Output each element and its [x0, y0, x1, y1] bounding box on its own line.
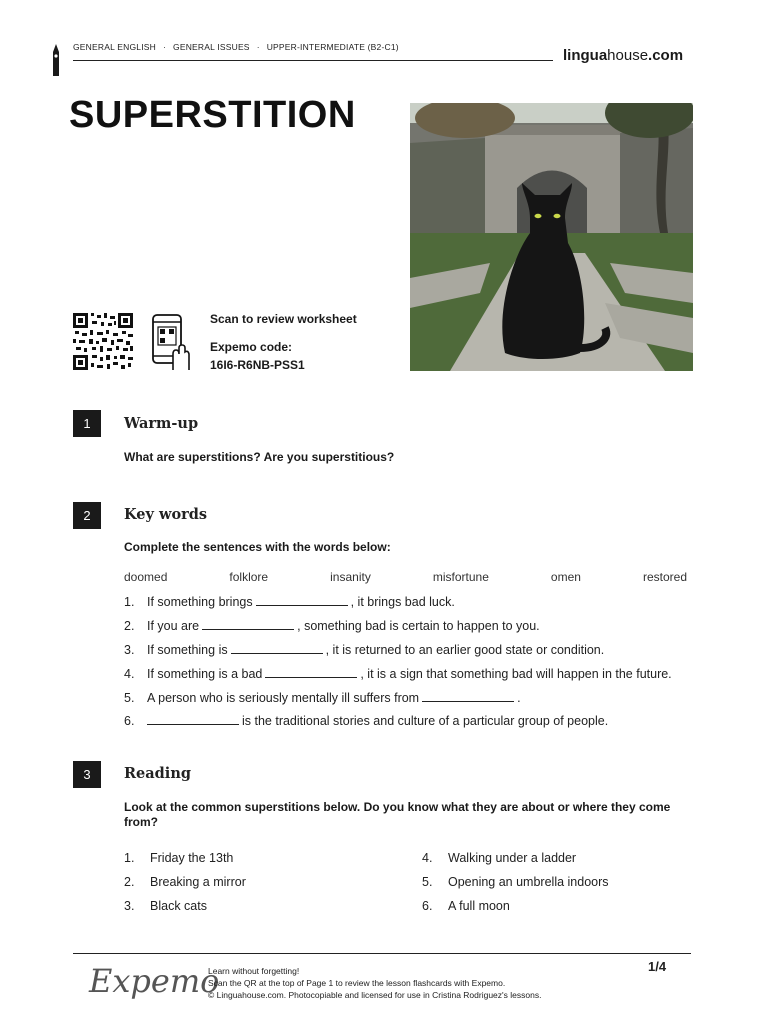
breadcrumb: GENERAL ENGLISH · GENERAL ISSUES · UPPER-INTERMEDIATE (B2-C1)	[73, 42, 399, 52]
footer-tagline: Learn without forgetting!	[208, 966, 300, 976]
superstition-item: A full moon	[448, 899, 510, 913]
superstition-item: Black cats	[150, 899, 207, 913]
sentence-2: If you are , something bad is certain to happen to you.	[147, 619, 540, 633]
section-number: 3	[73, 761, 101, 788]
answer-blank[interactable]	[231, 643, 323, 654]
expemo-code-label: Expemo code:	[210, 340, 293, 354]
answer-blank[interactable]	[147, 714, 239, 725]
sentence-1: If something brings , it brings bad luck.	[147, 595, 455, 609]
footer-divider	[73, 953, 691, 954]
answer-blank[interactable]	[202, 619, 294, 630]
section-title-warm-up: Warm-up	[124, 415, 199, 432]
word-bank-item: misfortune	[432, 570, 489, 584]
superstition-item: Breaking a mirror	[150, 875, 246, 889]
word-bank	[124, 570, 687, 584]
breadcrumb-grade: UPPER-INTERMEDIATE (B2-C1)	[266, 42, 399, 52]
superstition-item: Opening an umbrella indoors	[448, 875, 609, 889]
sentence-3: If something is , it is returned to an earlier good state or condition.	[147, 643, 605, 657]
reading-instruction: Look at the common superstitions below. Do you know what they are about or where they come from?	[124, 800, 671, 829]
superstition-item: Friday the 13th	[150, 851, 234, 865]
answer-blank[interactable]	[422, 691, 514, 702]
section-number: 1	[73, 410, 101, 437]
page-number: 1/4	[648, 959, 667, 974]
word-bank-item: restored	[642, 570, 687, 584]
black-cat-photo	[410, 103, 693, 371]
sentence-number: 2.	[124, 619, 135, 633]
section-title-key-words: Key words	[124, 506, 208, 523]
page-title: SUPERSTITION	[69, 94, 356, 136]
warm-up-question: What are superstitions? Are you superstitious?	[124, 450, 395, 464]
linguahouse-logo[interactable]: linguahouse.com	[563, 47, 684, 64]
superstition-item: Walking under a ladder	[448, 851, 577, 865]
scan-instruction: Scan to review worksheet	[210, 312, 357, 326]
phone-tap-icon	[151, 314, 191, 372]
sentence-4: If something is a bad , it is a sign that something bad will happen in the future.	[147, 667, 672, 681]
key-words-instruction: Complete the sentences with the words below:	[124, 540, 391, 554]
sentence-number: 1.	[124, 595, 135, 609]
footer-instruction: Scan the QR at the top of Page 1 to review the lesson flashcards with Expemo.	[208, 978, 506, 988]
breadcrumb-topic: GENERAL ISSUES	[173, 42, 250, 52]
answer-blank[interactable]	[265, 667, 357, 678]
qr-code[interactable]	[73, 313, 133, 370]
sentence-number: 5.	[124, 691, 135, 705]
word-bank-item: omen	[550, 570, 581, 584]
item-number: 4.	[422, 851, 433, 865]
item-number: 1.	[124, 851, 135, 865]
section-title-reading: Reading	[124, 765, 191, 782]
expemo-logo: Expemo	[89, 962, 220, 1000]
big-ben-icon	[51, 44, 61, 76]
sentence-5: A person who is seriously mentally ill suffers from .	[147, 691, 521, 705]
footer-copyright: © Linguahouse.com. Photocopiable and licensed for use in Cristina Rodriguez's lessons.	[208, 990, 542, 1000]
answer-blank[interactable]	[256, 595, 348, 606]
item-number: 2.	[124, 875, 135, 889]
expemo-code: 16I6-R6NB-PSS1	[210, 358, 305, 372]
section-number: 2	[73, 502, 101, 529]
word-bank-item: insanity	[330, 570, 371, 584]
item-number: 5.	[422, 875, 433, 889]
breadcrumb-level: GENERAL ENGLISH	[73, 42, 156, 52]
sentence-number: 4.	[124, 667, 135, 681]
sentence-number: 3.	[124, 643, 135, 657]
word-bank-item: doomed	[124, 570, 168, 584]
item-number: 6.	[422, 899, 433, 913]
item-number: 3.	[124, 899, 135, 913]
header-divider	[73, 60, 553, 61]
word-bank-item: folklore	[229, 570, 269, 584]
sentence-6: is the traditional stories and culture of a particular group of people.	[147, 714, 608, 728]
sentence-number: 6.	[124, 714, 135, 728]
